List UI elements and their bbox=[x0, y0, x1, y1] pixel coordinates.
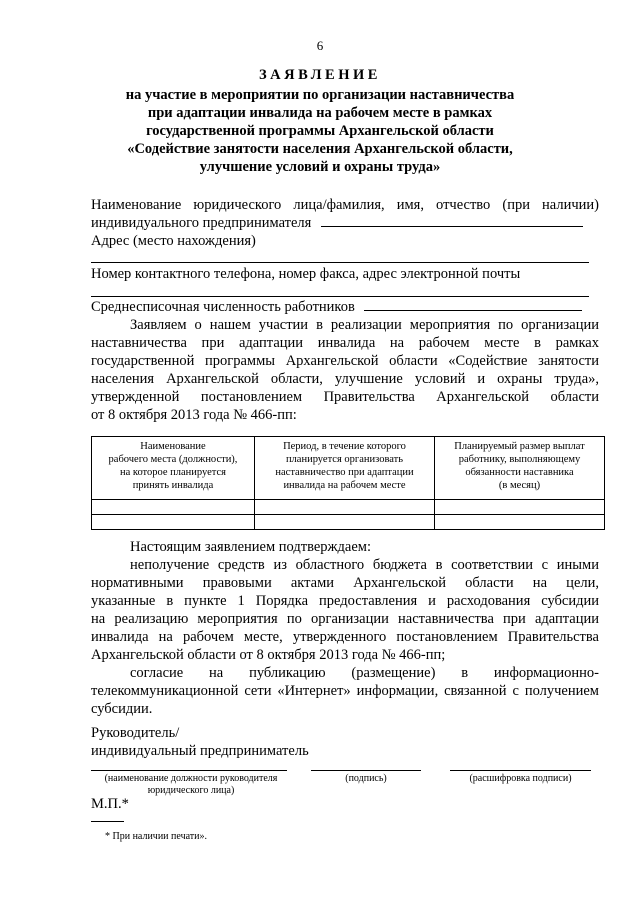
table-row bbox=[92, 500, 605, 515]
signature-input-line[interactable] bbox=[311, 770, 421, 771]
subtitle-line: государственной программы Архангельской области bbox=[146, 123, 494, 139]
confirm-line: инвалида на рабочем месте, утвержденного постановлением Правительства bbox=[91, 629, 599, 645]
confirm-heading: Настоящим заявлением подтверждаем: bbox=[130, 539, 371, 555]
confirm-line: субсидии. bbox=[91, 701, 153, 717]
caption-decoding: (расшифровка подписи) bbox=[469, 773, 572, 784]
confirm-line: согласие на публикацию (размещение) в информационно- bbox=[130, 665, 599, 681]
statement-line: от 8 октября 2013 года № 466-пп: bbox=[91, 407, 297, 423]
signature-head-line2: индивидуальный предприниматель bbox=[91, 743, 309, 759]
field-address-input-line[interactable] bbox=[91, 262, 589, 263]
table-header-workplace: Наименование рабочего места (должности), на которое планируется принять инвалида bbox=[92, 437, 255, 500]
table-row bbox=[92, 515, 605, 530]
field-address-label: Адрес (место нахождения) bbox=[91, 233, 256, 249]
table-cell[interactable] bbox=[435, 515, 605, 530]
statement-line: наставничества при адаптации инвалида на рабочем месте в рамках bbox=[91, 335, 599, 351]
table-cell[interactable] bbox=[92, 500, 255, 515]
table-header-period: Период, в течение которого планируется организовать наставничество при адаптации инвалида на рабочем месте bbox=[255, 437, 435, 500]
confirm-line: Архангельской области от 8 октября 2013 года № 466-пп; bbox=[91, 647, 446, 663]
field-name-label-line1: Наименование юридического лица/фамилия, имя, отчество (при наличии) bbox=[91, 197, 599, 213]
subtitle-line: улучшение условий и охраны труда» bbox=[199, 159, 441, 175]
field-employees-input-line[interactable] bbox=[364, 298, 582, 311]
field-employees-label: Среднесписочная численность работников bbox=[91, 299, 355, 315]
signature-head-line1: Руководитель/ bbox=[91, 725, 180, 741]
table-cell[interactable] bbox=[255, 515, 435, 530]
workplace-table bbox=[91, 436, 605, 530]
confirm-line: нормативными правовыми актами Архангельской области на цели, bbox=[91, 575, 599, 591]
document-title: ЗАЯВЛЕНИЕ bbox=[259, 67, 381, 83]
position-input-line[interactable] bbox=[91, 770, 287, 771]
decoding-input-line[interactable] bbox=[450, 770, 591, 771]
footnote-separator bbox=[91, 821, 124, 822]
field-contacts-input-line[interactable] bbox=[91, 296, 589, 297]
statement-line: государственной программы Архангельской области «Содействие занятости bbox=[91, 353, 599, 369]
caption-signature: (подпись) bbox=[345, 773, 387, 784]
confirm-line: неполучение средств из областного бюджета в соответствии с иными bbox=[130, 557, 599, 573]
table-cell[interactable] bbox=[435, 500, 605, 515]
field-employees-row bbox=[91, 298, 599, 316]
table-header-row bbox=[92, 437, 605, 500]
page-number: 6 bbox=[316, 38, 324, 53]
field-name-label-line2: индивидуального предпринимателя bbox=[91, 215, 312, 231]
table-cell[interactable] bbox=[92, 515, 255, 530]
footnote: * При наличии печати». bbox=[105, 831, 207, 842]
field-name-row bbox=[91, 214, 599, 232]
subtitle-line: на участие в мероприятии по организации наставничества bbox=[125, 87, 515, 103]
confirm-line: телекоммуникационной сети «Интернет» информации, связанной с получением bbox=[91, 683, 599, 699]
stamp-place: М.П.* bbox=[91, 796, 129, 812]
statement-line: Заявляем о нашем участии в реализации мероприятия по организации bbox=[130, 317, 599, 333]
statement-line: населения Архангельской области, улучшение условий и охраны труда», bbox=[91, 371, 599, 387]
statement-line: утвержденной постановлением Правительства Архангельской области bbox=[91, 389, 599, 405]
table-cell[interactable] bbox=[255, 500, 435, 515]
field-name-input-line[interactable] bbox=[321, 214, 583, 227]
subtitle-line: «Содействие занятости населения Архангельской области, bbox=[127, 141, 513, 157]
subtitle-line: при адаптации инвалида на рабочем месте в рамках bbox=[147, 105, 493, 121]
field-contacts-label: Номер контактного телефона, номер факса, адрес электронной почты bbox=[91, 266, 521, 282]
confirm-line: на реализацию мероприятия по организации наставничества при адаптации bbox=[91, 611, 599, 627]
caption-position: (наименование должности руководителя юридического лица) bbox=[104, 773, 278, 796]
document-subtitle bbox=[80, 86, 560, 176]
confirm-line: указанные в пункте 1 Порядка предоставления и расходования субсидии bbox=[91, 593, 599, 609]
table-header-payment: Планируемый размер выплат работнику, выполняющему обязанности наставника (в месяц) bbox=[435, 437, 605, 500]
